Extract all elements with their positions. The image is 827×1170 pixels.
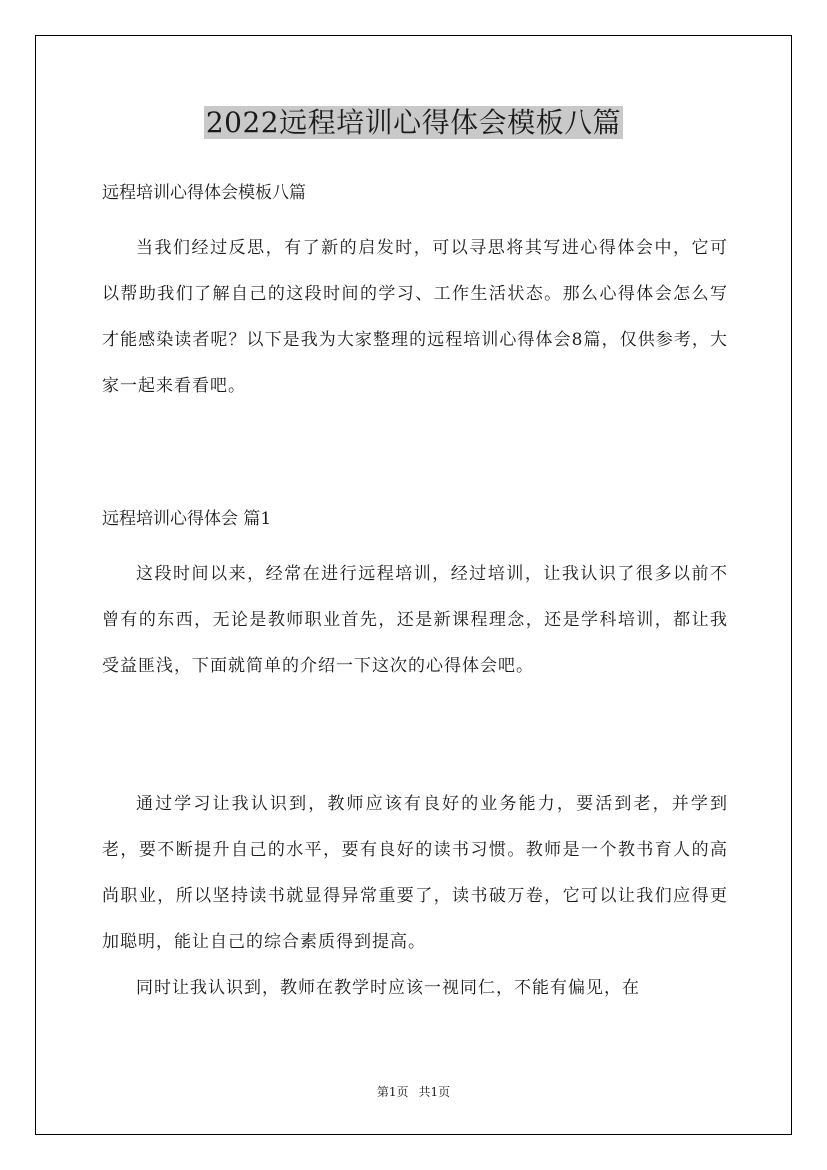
- section-heading: 远程培训心得体会 篇1: [102, 509, 272, 529]
- page-footer: [0, 1084, 827, 1100]
- body-paragraph-1: 这段时间以来，经常在进行远程培训，经过培训，让我认识了很多以前不曾有的东西，无论是教师职业首先，还是新课程理念，还是学科培训，都让我受益匪浅，下面就简单的介绍一下这次的心得体会吧。: [102, 564, 728, 676]
- page-number: 第1页: [376, 1085, 409, 1099]
- body-paragraph-3: 同时让我认识到，教师在教学时应该一视同仁，不能有偏见，在: [136, 978, 640, 998]
- document-title: [0, 102, 827, 144]
- intro-paragraph: 当我们经过反思，有了新的启发时，可以寻思将其写进心得体会中，它可以帮助我们了解自己的这段时间的学习、工作生活状态。那么心得体会怎么写才能感染读者呢？以下是我为大家整理的远程培训心得体会8篇，仅供参考，大家一起来看看吧。: [102, 238, 728, 396]
- subtitle: 远程培训心得体会模板八篇: [102, 183, 306, 203]
- body-paragraph-2: 通过学习让我认识到，教师应该有良好的业务能力，要活到老，并学到老，要不断提升自己的水平，要有良好的读书习惯。教师是一个教书育人的高尚职业，所以坚持读书就显得异常重要了，读书破万卷，它可以让我们应得更加聪明，能让自己的综合素质得到提高。: [102, 794, 728, 952]
- page-total: 共1页: [418, 1085, 451, 1099]
- document-title-text: 2022远程培训心得体会模板八篇: [205, 106, 622, 139]
